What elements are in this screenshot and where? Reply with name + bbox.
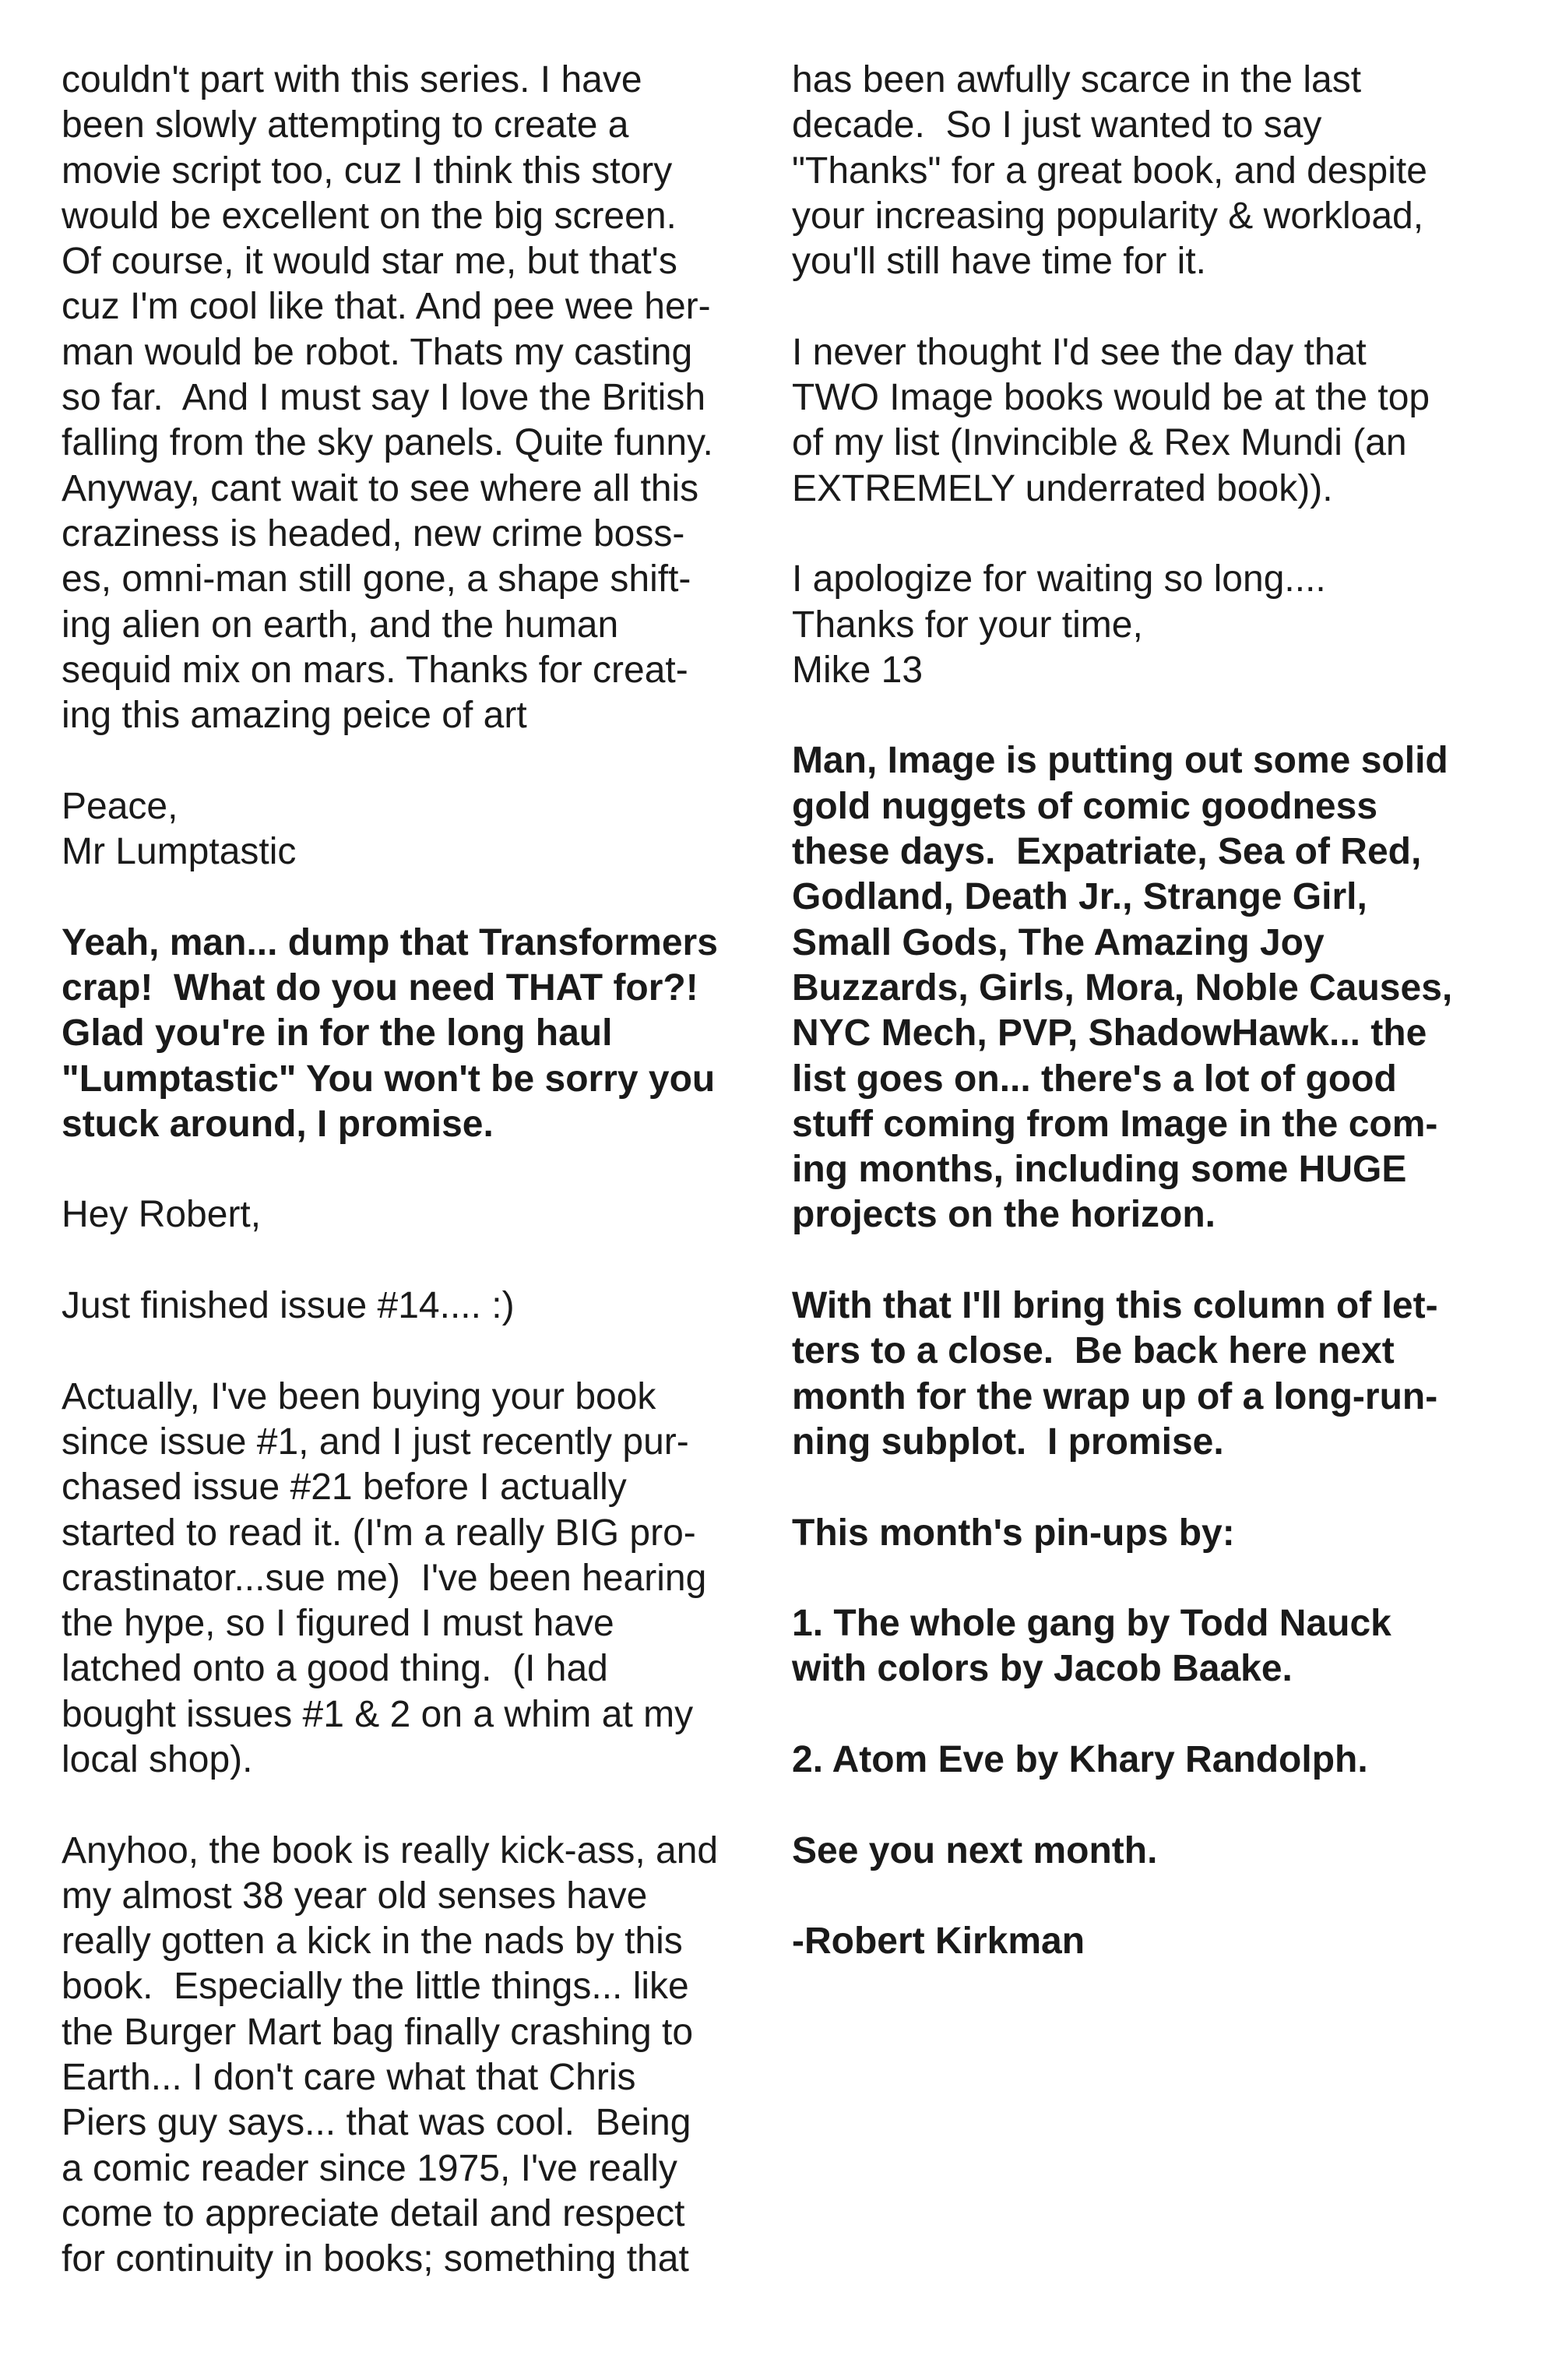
- paragraph-gap: [62, 738, 762, 783]
- text-line: Earth... I don't care what that Chris: [62, 2057, 636, 2099]
- paragraph-gap: [62, 875, 762, 920]
- text-line: these days. Expatriate, Sea of Red,: [792, 831, 1422, 873]
- text-line: Actually, I've been buying your book: [62, 1375, 656, 1417]
- text-line: would be excellent on the big screen.: [62, 195, 677, 237]
- text-line: "Thanks" for a great book, and despite: [792, 150, 1427, 192]
- text-line: Glad you're in for the long haul: [62, 1012, 613, 1054]
- paragraph-gap: [62, 1147, 762, 1192]
- letter2-paragraph-1: [62, 1375, 762, 1783]
- text-line: Man, Image is putting out some solid: [792, 740, 1448, 782]
- text-line: decade. So I just wanted to say: [792, 104, 1322, 146]
- editor-signature: -Robert Kirkman: [792, 1921, 1085, 1963]
- text-line: Yeah, man... dump that Transformers: [62, 921, 718, 963]
- letter2-paragraph-3: [792, 58, 1493, 284]
- text-line: With that I'll bring this column of let-: [792, 1285, 1438, 1327]
- text-line: 1. The whole gang by Todd Nauck: [792, 1603, 1391, 1645]
- text-line: ing months, including some HUGE: [792, 1149, 1407, 1191]
- text-line: Anyway, cant wait to see where all this: [62, 467, 699, 509]
- right-column: [792, 58, 1493, 1964]
- paragraph-gap: [792, 693, 1493, 738]
- text-line: started to read it. (I'm a really BIG pro-: [62, 1512, 696, 1554]
- letter2-closing: [792, 557, 1493, 693]
- text-line: Anyhoo, the book is really kick-ass, and: [62, 1829, 719, 1871]
- text-line: stuff coming from Image in the com-: [792, 1103, 1438, 1145]
- pinup-credit-1: [792, 1601, 1493, 1692]
- text-line: Godland, Death Jr., Strange Girl,: [792, 876, 1367, 918]
- text-line: Small Gods, The Amazing Joy: [792, 921, 1325, 963]
- text-line: so far. And I must say I love the British: [62, 377, 706, 419]
- text-line: Thanks for your time,: [792, 604, 1143, 646]
- pinup-credit-2: 2. Atom Eve by Khary Randolph.: [792, 1738, 1368, 1780]
- text-line: local shop).: [62, 1738, 253, 1780]
- letter1-signoff: [62, 784, 762, 875]
- text-line: for continuity in books; something that: [62, 2238, 689, 2280]
- text-line: Mr Lumptastic: [62, 831, 297, 873]
- pinups-heading: This month's pin-ups by:: [792, 1512, 1235, 1554]
- text-line: TWO Image books would be at the top: [792, 377, 1430, 419]
- text-line: with colors by Jacob Baake.: [792, 1648, 1293, 1690]
- column-closing-note: [792, 1283, 1493, 1465]
- text-line: the hype, so I figured I must have: [62, 1603, 614, 1645]
- text-line: cuz I'm cool like that. And pee wee her-: [62, 286, 711, 328]
- text-line: since issue #1, and I just recently pur-: [62, 1421, 689, 1463]
- text-line: been slowly attempting to create a: [62, 104, 629, 146]
- text-line: falling from the sky panels. Quite funny.: [62, 422, 713, 464]
- text-line: month for the wrap up of a long-run-: [792, 1375, 1438, 1417]
- text-line: couldn't part with this series. I have: [62, 59, 642, 100]
- editor-reply-1: [62, 921, 762, 1147]
- text-line: EXTREMELY underrated book)).: [792, 467, 1333, 509]
- paragraph-gap: [792, 1874, 1493, 1919]
- text-line: has been awfully scarce in the last: [792, 59, 1362, 100]
- text-line: I apologize for waiting so long....: [792, 558, 1326, 600]
- paragraph-gap: [62, 1329, 762, 1374]
- text-line: ning subplot. I promise.: [792, 1421, 1224, 1463]
- text-line: really gotten a kick in the nads by this: [62, 1921, 683, 1963]
- text-line: latched onto a good thing. (I had: [62, 1648, 608, 1690]
- text-line: crastinator...sue me) I've been hearing: [62, 1557, 707, 1599]
- text-line: ing alien on earth, and the human: [62, 604, 619, 646]
- text-line: the Burger Mart bag finally crashing to: [62, 2011, 694, 2053]
- text-line: a comic reader since 1975, I've really: [62, 2147, 677, 2189]
- letter2-intro: Just finished issue #14.... :): [62, 1285, 515, 1327]
- text-line: man would be robot. Thats my casting: [62, 331, 693, 373]
- text-line: craziness is headed, new crime boss-: [62, 512, 685, 555]
- paragraph-gap: [792, 1783, 1493, 1828]
- text-line: "Lumptastic" You won't be sorry you: [62, 1058, 716, 1100]
- text-line: your increasing popularity & workload,: [792, 195, 1424, 237]
- paragraph-gap: [792, 1238, 1493, 1283]
- paragraph-gap: [792, 512, 1493, 557]
- text-line: bought issues #1 & 2 on a whim at my: [62, 1693, 694, 1735]
- paragraph-gap: [792, 1465, 1493, 1510]
- text-line: you'll still have time for it.: [792, 241, 1207, 283]
- paragraph-gap: [62, 1783, 762, 1828]
- text-line: stuck around, I promise.: [62, 1103, 494, 1145]
- editor-reply-2: [792, 738, 1493, 1238]
- letter2-greeting: Hey Robert,: [62, 1194, 262, 1236]
- text-line: movie script too, cuz I think this story: [62, 150, 673, 192]
- paragraph-gap: [792, 1692, 1493, 1737]
- text-line: list goes on... there's a lot of good: [792, 1058, 1397, 1100]
- text-line: Peace,: [62, 785, 178, 827]
- text-line: I never thought I'd see the day that: [792, 331, 1367, 373]
- text-line: book. Especially the little things... like: [62, 1966, 689, 2008]
- left-column: [62, 58, 762, 2283]
- letter2-paragraph-2: [62, 1829, 762, 2283]
- text-line: sequid mix on mars. Thanks for creat-: [62, 649, 688, 691]
- text-line: gold nuggets of comic goodness: [792, 785, 1378, 827]
- letter1-body: [62, 58, 762, 738]
- text-line: projects on the horizon.: [792, 1194, 1216, 1236]
- paragraph-gap: [792, 284, 1493, 329]
- text-line: ing this amazing peice of art: [62, 695, 527, 737]
- text-line: my almost 38 year old senses have: [62, 1875, 648, 1917]
- paragraph-gap: [62, 1238, 762, 1283]
- letter2-paragraph-4: [792, 330, 1493, 512]
- paragraph-gap: [792, 1556, 1493, 1601]
- text-line: of my list (Invincible & Rex Mundi (an: [792, 422, 1407, 464]
- text-line: Of course, it would star me, but that's: [62, 241, 677, 283]
- text-line: come to appreciate detail and respect: [62, 2192, 685, 2234]
- text-line: Mike 13: [792, 649, 924, 691]
- text-line: Buzzards, Girls, Mora, Noble Causes,: [792, 966, 1453, 1009]
- text-line: NYC Mech, PVP, ShadowHawk... the: [792, 1012, 1427, 1054]
- text-line: ters to a close. Be back here next: [792, 1330, 1395, 1372]
- text-line: es, omni-man still gone, a shape shift-: [62, 558, 691, 600]
- text-line: chased issue #21 before I actually: [62, 1466, 627, 1509]
- see-you-line: See you next month.: [792, 1829, 1158, 1871]
- text-line: crap! What do you need THAT for?!: [62, 966, 698, 1009]
- text-line: Piers guy says... that was cool. Being: [62, 2102, 691, 2144]
